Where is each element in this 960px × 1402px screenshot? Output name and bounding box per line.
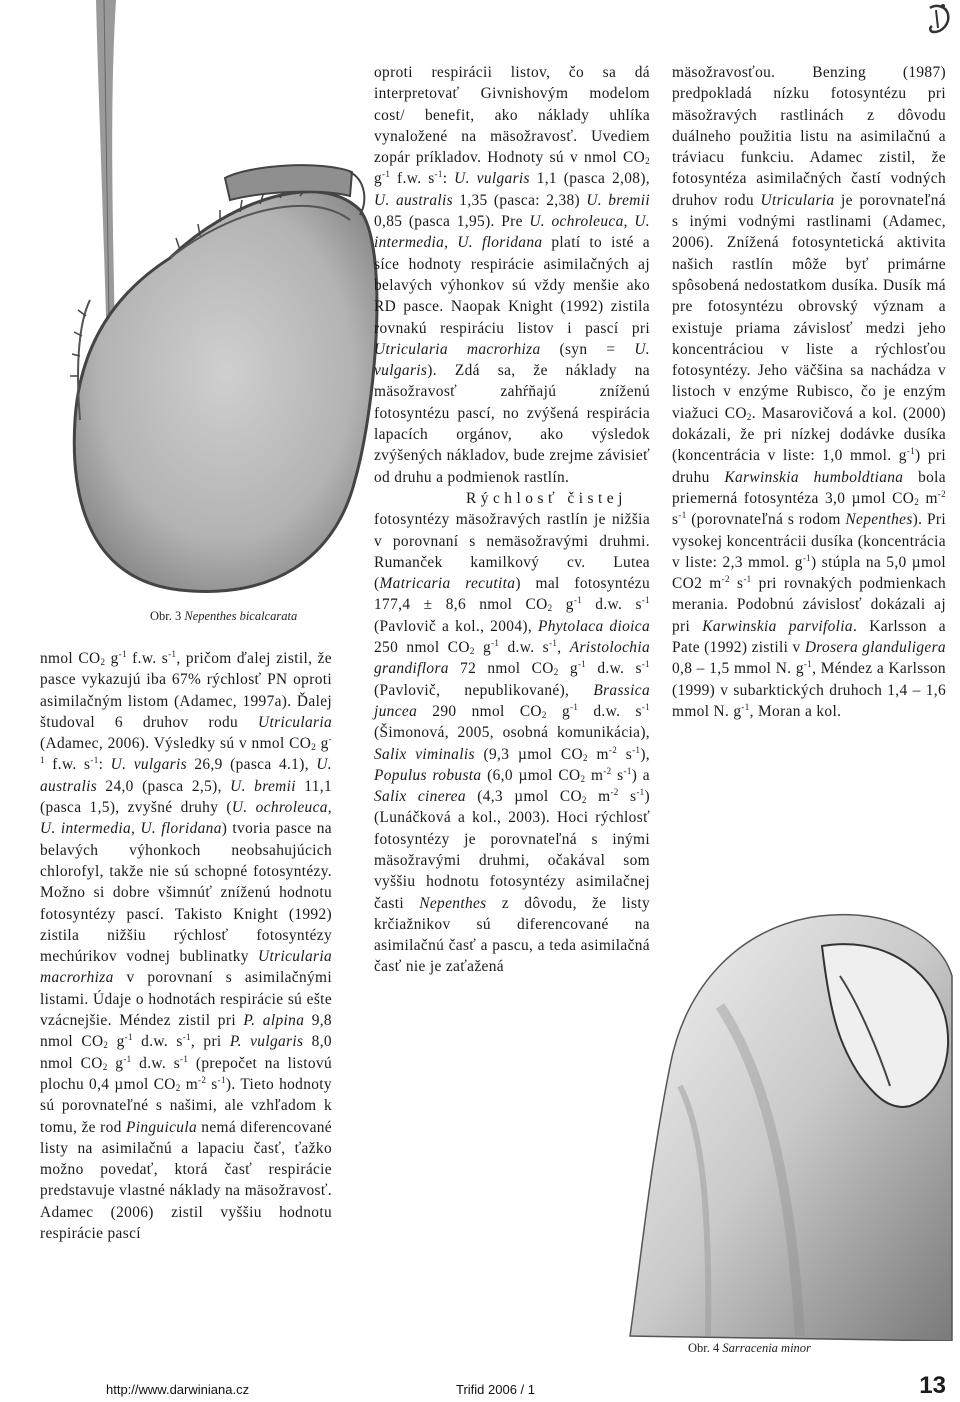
text-column-2 bbox=[374, 62, 650, 978]
paragraph: mäsožravosťou. Benzing (1987) predpokladá nízku fotosyntézu pri mäsožravých rastlinách z dôvodu duálneho použitia listu na asimilačnú a tráviacu funkciu. Adamec zistil, že fotosyntéza asimilačných častí vodných druhov rodu Utricularia je porovnateľná s inými vodnými rastlinami (Adamec, 2006). Znížená fotosyntetická aktivita našich rastlín môže byť primárne spôsobená nedostatkom dusíka. Dusík má pre fotosyntézu obrovský význam a existuje priama závislosť medzi jeho koncentráciou v liste a rýchlosťou fotosyntézy. Jeho väčšina sa nachádza v listoch v enzýme Rubisco, čo je enzým viažuci $CO_2$. Masarovičová a kol. (2000) dokázali, že pri nízkej dodávke dusíka (koncentrácia v liste: 1,0 mmol. $g^{-1}$) pri druhu Karwinskia humboldtiana bola priemerná fotosyntéza 3,0 µmol $CO_2$ $m^{-2}$ $s^{-1}$ (porovnateľná s rodom Nepenthes). Pri vysokej koncentrácii dusíka (koncentrácia v liste: 2,3 mmol. $g^{-1}$) stúpla na 5,0 µmol CO2 $m^{-2}$ $s^{-1}$ pri rovnakých podmienkach merania. Podobnú závislosť dokázali aj pri Karwinskia parvifolia. Karlsson a Pate (1992) zistili v Drosera glanduligera 0,8 – 1,5 mmol N. $g^{-1}$, Méndez a Karlsson (1999) v subarktických druhoch 1,4 – 1,6 mmol N. $g^{-1}$, Moran a kol. bbox=[672, 64, 946, 720]
figure-4-caption: Obr. 4 Sarracenia minor bbox=[688, 1341, 811, 1355]
paragraph: nmol $CO_2$ $g^{-1}$ f.w. $s^{-1}$, pričom ďalej zistil, že pasce vykazujú iba 67% rýchlosť PN oproti asimilačným listom (Adamec, 1997a). Ďalej študoval 6 druhov rodu Utricularia (Adamec, 2006). Výsledky sú v nmol $CO_2$ $g^{-1}$ f.w. $s^{-1}$: U. vulgaris 26,9 (pasca 4.1), U. australis 24,0 (pasca 2,5), U. bremii 11,1 (pasca 1,5), zvyšné druhy (U. ochroleuca, U. intermedia, U. floridana) tvoria pasce na belavých výhonkoch neobsahujúcich chlorofyl, takže nie sú schopné fotosyntézy. Možno si dobre všimnúť zníženú hodnotu fotosyntézy pascí. Takisto Knight (1992) zistila nižšiu rýchlosť fotosyntézy mechúrikov vodnej bublinatky Utricularia macrorhiza v porovnaní s asimilačnými listami. Údaje o hodnotách respirácie sú ešte vzácnejšie. Méndez zistil pri P. alpina 9,8 nmol $CO_2$ $g^{-1}$ d.w. $s^{-1}$, pri P. vulgaris 8,0 nmol $CO_2$ $g^{-1}$ d.w. $s^{-1}$ (prepočet na listovú plochu 0,4 µmol $CO_2$ $m^{-2}$ $s^{-1}$). Tieto hodnoty sú porovnateľné s našimi, ale vzhľadom k tomu, že rod Pinguicula nemá diferencované listy na asimilačnú a lapaciu časť, ťažko možno povedať, ktorá časť respirácie predstavuje vlastné náklady na mäsožravosť. Adamec (2006) zistil vyššiu hodnotu respirácie pascí bbox=[40, 649, 332, 1243]
page-number: 13 bbox=[919, 1372, 946, 1399]
nepenthes-illustration bbox=[20, 0, 380, 600]
text-column-3 bbox=[672, 62, 946, 722]
footer-issue: Trifid 2006 / 1 bbox=[456, 1382, 536, 1397]
paragraph: Rýchlosť čistej fotosyntézy mäsožravých rastlín je nižšia v porovnaní s nemäsožravými druhmi. Rumanček kamilkový cv. Lutea (Matricaria recutita) mal fotosyntézu 177,4 ± 8,6 nmol $CO_2$ $g^{-1}$ d.w. $s^{-1}$ (Pavlovič a kol., 2004), Phytolaca dioica 250 nmol $CO_2$ $g^{-1}$ d.w. $s^{-1}$, Aristolochia grandiflora 72 nmol $CO_2$ $g^{-1}$ d.w. $s^{-1}$ (Pavlovič, nepublikované), Brassica juncea 290 nmol $CO_2$ $g^{-1}$ d.w. $s^{-1}$ (Šimonová, 2005, osobná komunikácia), Salix viminalis (9,3 µmol $CO_2$ $m^{-2}$ $s^{-1}$), Populus robusta (6,0 µmol $CO_2$ $m^{-2}$ $s^{-1}$) a Salix cinerea (4,3 µmol $CO_2$ $m^{-2}$ $s^{-1}$) (Lunáčková a kol., 2003). Hoci rýchlosť fotosyntézy je porovnateľná s inými mäsožravými druhmi, očakával som vyššiu hodnotu fotosyntézy asimilačnej časti Nepenthes z dôvodu, že listy krčiažnikov sú diferencované na asimilačnú časť a pascu, a teda asimilačná časť nie je zaťažená bbox=[374, 489, 651, 976]
figure-3-caption: Obr. 3 Nepenthes bicalcarata bbox=[150, 609, 298, 623]
darwiniana-logo-icon bbox=[926, 2, 952, 36]
footer-url[interactable]: http://www.darwiniana.cz bbox=[106, 1382, 250, 1397]
paragraph: oproti respirácii listov, čo sa dá interpretovať Givnishovým modelom cost/ benefit, ako náklady uhlíka vynaložené na mäsožravosť. Uvediem zopár príkladov. Hodnoty sú v nmol $CO_2$ $g^{-1}$ f.w. $s^{-1}$: U. vulgaris 1,1 (pasca 2,08), U. australis 1,35 (pasca: 2,38) U. bremii 0,85 (pasca 1,95). Pre U. ochroleuca, U. intermedia, U. floridana platí to isté a síce hodnoty respirácie asimilačných aj belavých výhonkov sú vždy menšie ako RD pasce. Naopak Knight (1992) zistila rovnakú respiráciu listov i pascí pri Utricularia macrorhiza (syn = U. vulgaris). Zdá sa, že náklady na mäsožravosť zahŕňajú zníženú fotosyntézu pascí, no zvýšená respirácia lapacích orgánov, ako výsledok zvýšených nákladov, bude zrejme závisieť od druhu a podmienok rastlín. bbox=[374, 64, 650, 486]
text-column-1 bbox=[40, 648, 332, 1244]
